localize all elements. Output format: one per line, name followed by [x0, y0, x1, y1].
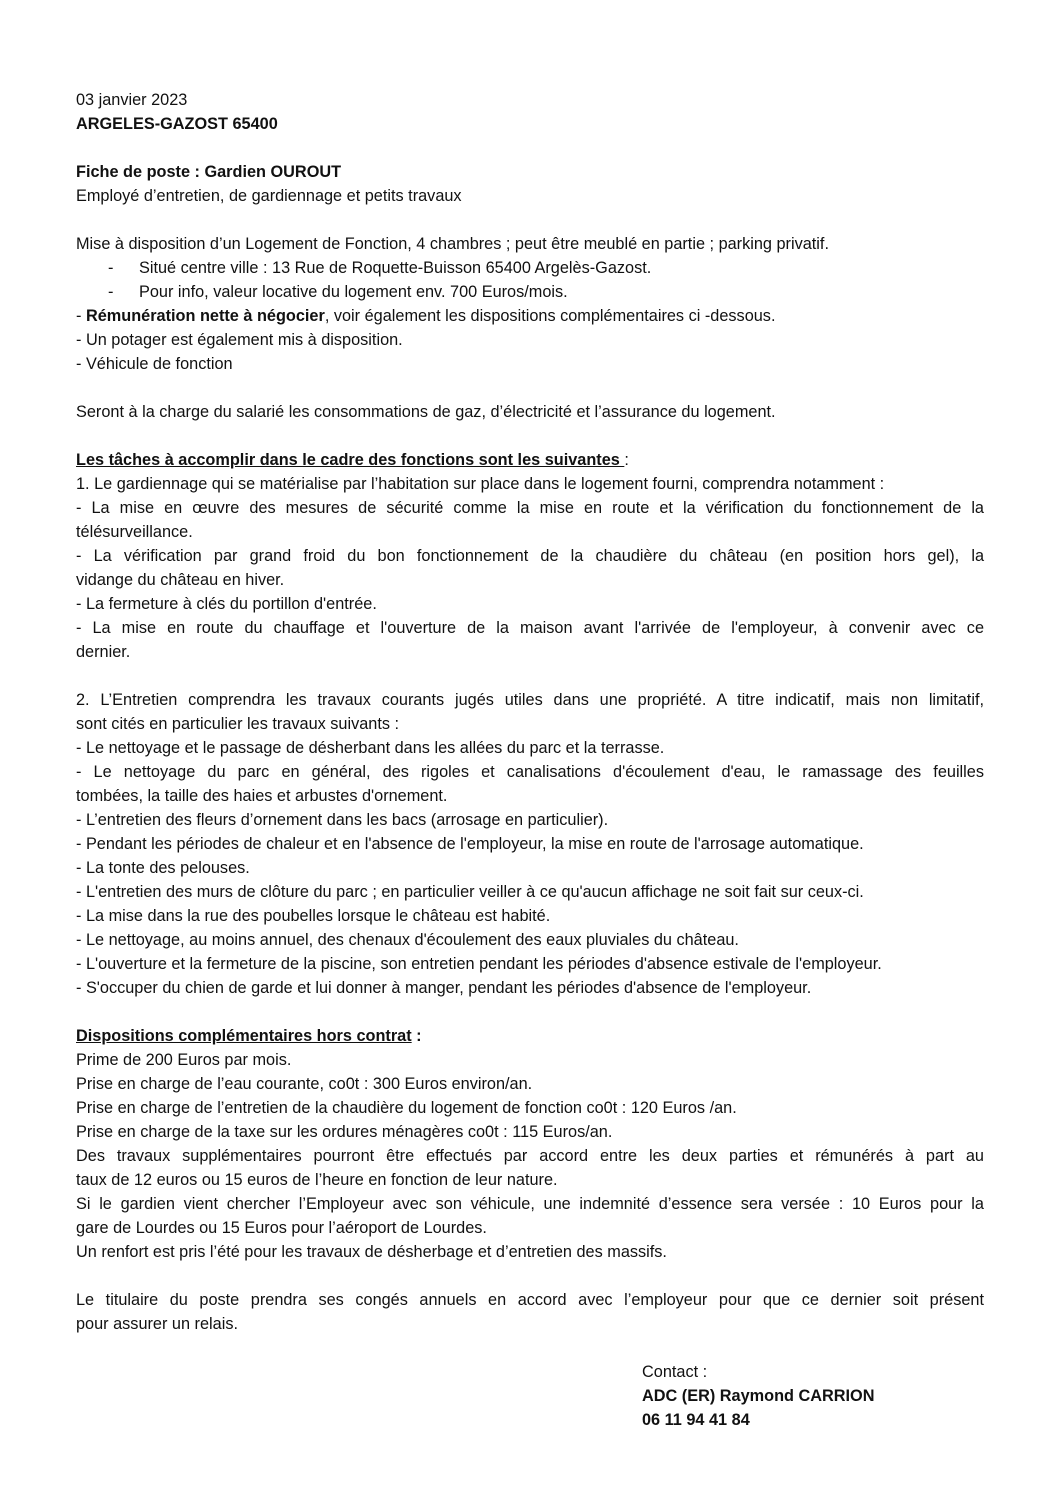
- dispositions-heading-text: Dispositions complémentaires hors contrat: [76, 1027, 412, 1045]
- contact-phone: 06 11 94 41 84: [642, 1411, 750, 1429]
- leave-line: pour assurer un relais.: [76, 1315, 238, 1333]
- tasks-heading-colon: :: [624, 451, 629, 469]
- document-place: ARGELES-GAZOST 65400: [76, 115, 278, 133]
- task1-line: - La mise en route du chauffage et l'ouverture de la maison avant l'arrivée de l'employeur, à convenir avec ce: [76, 619, 984, 637]
- post-subtitle: Employé d’entretien, de gardiennage et petits travaux: [76, 187, 462, 205]
- contact-name: ADC (ER) Raymond CARRION: [642, 1387, 875, 1405]
- disposition-line: Prise en charge de l’entretien de la chaudière du logement de fonction co0t : 120 Euros /an.: [76, 1099, 737, 1117]
- housing-charges: Seront à la charge du salarié les consommations de gaz, d’électricité et l’assurance du logement.: [76, 403, 776, 421]
- task2-line: - L'entretien des murs de clôture du parc ; en particulier veiller à ce qu'aucun affichage ne soit fait sur ceux-ci.: [76, 883, 864, 901]
- task2-line: 2. L’Entretien comprendra les travaux courants jugés utiles dans une propriété. A titre indicatif, mais non limitatif,: [76, 691, 984, 709]
- remuneration-prefix: -: [76, 307, 86, 325]
- bullet-dash: -: [108, 283, 114, 301]
- task2-line: - La mise dans la rue des poubelles lorsque le château est habité.: [76, 907, 551, 925]
- task2-line: - Pendant les périodes de chaleur et en l'absence de l'employeur, la mise en route de l'arrosage automatique.: [76, 835, 864, 853]
- task1-line: vidange du château en hiver.: [76, 571, 285, 589]
- task2-line: - Le nettoyage et le passage de désherbant dans les allées du parc et la terrasse.: [76, 739, 665, 757]
- tasks-heading-text: Les tâches à accomplir dans le cadre des fonctions sont les suivantes: [76, 451, 625, 469]
- tasks-heading: [76, 448, 984, 472]
- document-date: 03 janvier 2023: [76, 91, 188, 109]
- task2-line: - Le nettoyage, au moins annuel, des chenaux d'écoulement des eaux pluviales du château.: [76, 931, 739, 949]
- housing-intro: Mise à disposition d’un Logement de Fonction, 4 chambres ; peut être meublé en partie ; parking privatif.: [76, 235, 829, 253]
- remuneration-line: [76, 304, 984, 328]
- housing-bullet-address: Situé centre ville : 13 Rue de Roquette-Buisson 65400 Argelès-Gazost.: [139, 259, 652, 277]
- task1-line: - La fermeture à clés du portillon d'entrée.: [76, 595, 377, 613]
- task1-line: 1. Le gardiennage qui se matérialise par l’habitation sur place dans le logement fourni, comprendra notamment :: [76, 475, 885, 493]
- disposition-line: taux de 12 euros ou 15 euros de l’heure en fonction de leur nature.: [76, 1171, 558, 1189]
- task1-line: - La mise en œuvre des mesures de sécurité comme la mise en route et la vérification du fonctionnement de la: [76, 499, 984, 517]
- disposition-line: gare de Lourdes ou 15 Euros pour l’aéroport de Lourdes.: [76, 1219, 487, 1237]
- contact-label: Contact :: [642, 1363, 708, 1381]
- disposition-line: Si le gardien vient chercher l’Employeur avec son véhicule, une indemnité d’essence sera versée : 10 Euros pour la: [76, 1195, 984, 1213]
- task2-line: - Le nettoyage du parc en général, des rigoles et canalisations d'écoulement d'eau, le ramassage des feuilles: [76, 763, 984, 781]
- dispositions-heading-colon: :: [411, 1027, 422, 1045]
- bullet-dash: -: [108, 259, 114, 277]
- housing-extra-garden: - Un potager est également mis à disposition.: [76, 331, 403, 349]
- task2-line: sont cités en particulier les travaux suivants :: [76, 715, 400, 733]
- disposition-line: Prise en charge de la taxe sur les ordures ménagères co0t : 115 Euros/an.: [76, 1123, 613, 1141]
- disposition-line: Prise en charge de l’eau courante, co0t : 300 Euros environ/an.: [76, 1075, 533, 1093]
- remuneration-bold: Rémunération nette à négocier: [85, 307, 325, 325]
- task2-line: - S'occuper du chien de garde et lui donner à manger, pendant les périodes d'absence de l'employeur.: [76, 979, 812, 997]
- post-title: Fiche de poste : Gardien OUROUT: [76, 163, 342, 181]
- disposition-line: Un renfort est pris l’été pour les travaux de désherbage et d’entretien des massifs.: [76, 1243, 667, 1261]
- disposition-line: Prime de 200 Euros par mois.: [76, 1051, 292, 1069]
- remuneration-rest: , voir également les dispositions complémentaires ci -dessous.: [324, 307, 776, 325]
- task1-line: dernier.: [76, 643, 131, 661]
- disposition-line: Des travaux supplémentaires pourront être effectués par accord entre les deux parties et rémunérés à part au: [76, 1147, 984, 1165]
- leave-line: Le titulaire du poste prendra ses congés annuels en accord avec l’employeur pour que ce dernier soit présent: [76, 1291, 984, 1309]
- housing-extra-vehicle: - Véhicule de fonction: [76, 355, 233, 373]
- housing-bullet-rent: Pour info, valeur locative du logement env. 700 Euros/mois.: [139, 283, 568, 301]
- task2-line: - La tonte des pelouses.: [76, 859, 250, 877]
- dispositions-heading: [76, 1024, 984, 1048]
- task2-line: tombées, la taille des haies et arbustes d'ornement.: [76, 787, 448, 805]
- task2-line: - L'ouverture et la fermeture de la piscine, son entretien pendant les périodes d'absence estivale de l'employeur.: [76, 955, 882, 973]
- task1-line: - La vérification par grand froid du bon fonctionnement de la chaudière du château (en position hors gel), la: [76, 547, 984, 565]
- task1-line: télésurveillance.: [76, 523, 193, 541]
- task2-line: - L’entretien des fleurs d’ornement dans les bacs (arrosage en particulier).: [76, 811, 609, 829]
